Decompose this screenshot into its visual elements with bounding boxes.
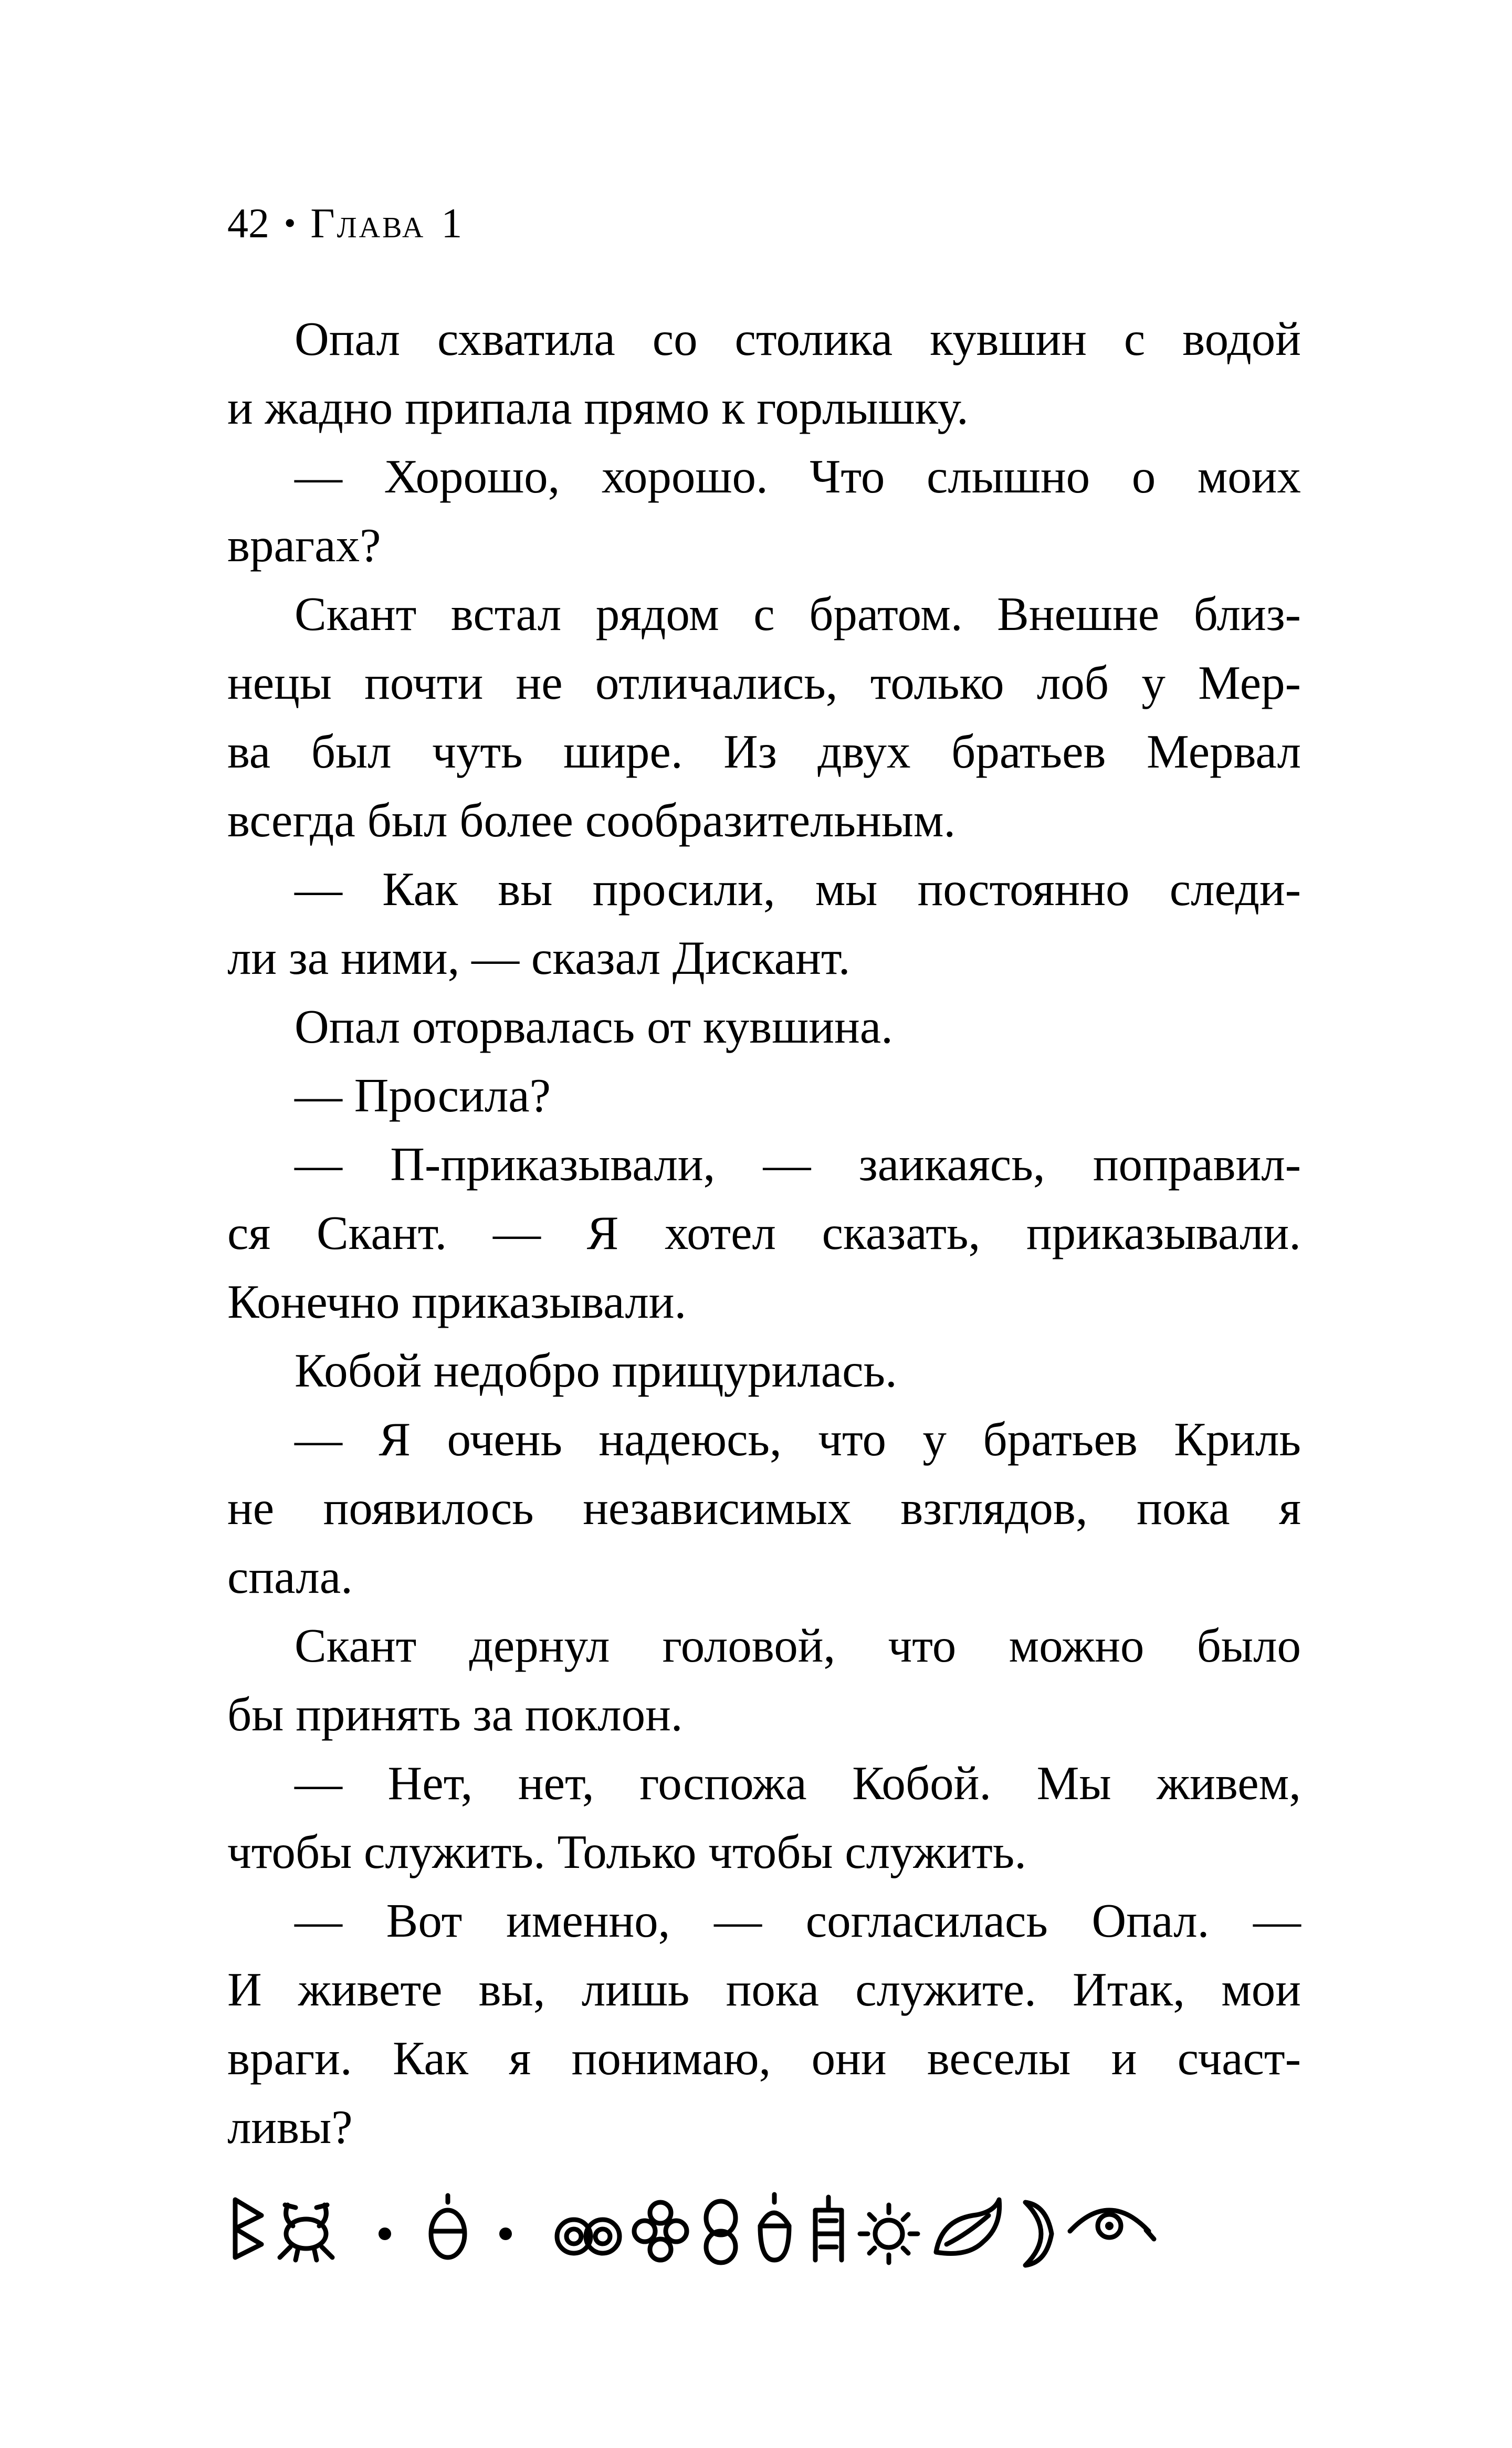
- text-line: врагах?: [227, 519, 381, 572]
- text-line: ливы?: [227, 2100, 353, 2153]
- text-line: всегда был более сообразительным.: [227, 794, 956, 847]
- text-line: Кобой недобро прищурилась.: [295, 1344, 897, 1397]
- text-line: нецы почти не отличались, только лоб у Мер-: [227, 656, 1301, 709]
- text-line: И живете вы, лишь пока служите. Итак, мои: [227, 1963, 1301, 2016]
- text-line: спала.: [227, 1550, 353, 1603]
- chapter-number: 1: [441, 201, 463, 247]
- footer-ornament-glyphs: [227, 2189, 1301, 2268]
- text-line: — П-приказывали, — заикаясь, поправил-: [295, 1138, 1301, 1191]
- running-header: [227, 197, 462, 250]
- chapter-label: Глава: [310, 201, 426, 247]
- text-line: Скант дернул головой, что можно было: [295, 1619, 1301, 1672]
- gnommish-glyph-row-icon: [227, 2189, 1301, 2268]
- text-line: Конечно приказывали.: [227, 1275, 687, 1328]
- text-line: Опал схватила со столика кувшин с водой: [295, 312, 1301, 365]
- text-line: — Хорошо, хорошо. Что слышно о моих: [295, 450, 1301, 503]
- text-line: ли за ними, — сказал Дискант.: [227, 931, 850, 984]
- text-line: — Вот именно, — согласилась Опал. —: [295, 1894, 1301, 1947]
- text-line: — Как вы просили, мы постоянно следи-: [295, 863, 1301, 916]
- page-body-text: [227, 304, 1301, 2161]
- text-line: враги. Как я понимаю, они веселы и счаст-: [227, 2032, 1301, 2085]
- text-line: ва был чуть шире. Из двух братьев Мервал: [227, 725, 1301, 778]
- text-line: — Просила?: [295, 1069, 551, 1122]
- text-line: ся Скант. — Я хотел сказать, приказывали.: [227, 1206, 1301, 1259]
- text-line: не появилось независимых взглядов, пока я: [227, 1482, 1301, 1535]
- text-line: — Я очень надеюсь, что у братьев Криль: [295, 1413, 1301, 1466]
- text-line: — Нет, нет, госпожа Кобой. Мы живем,: [295, 1757, 1301, 1810]
- header-separator: •: [284, 204, 296, 241]
- text-line: Скант встал рядом с братом. Внешне близ-: [295, 587, 1301, 640]
- text-line: чтобы служить. Только чтобы служить.: [227, 1825, 1026, 1878]
- text-line: Опал оторвалась от кувшина.: [295, 1000, 893, 1053]
- text-line: бы принять за поклон.: [227, 1688, 683, 1741]
- text-line: и жадно припала прямо к горлышку.: [227, 381, 969, 434]
- page-number: 42: [227, 201, 269, 247]
